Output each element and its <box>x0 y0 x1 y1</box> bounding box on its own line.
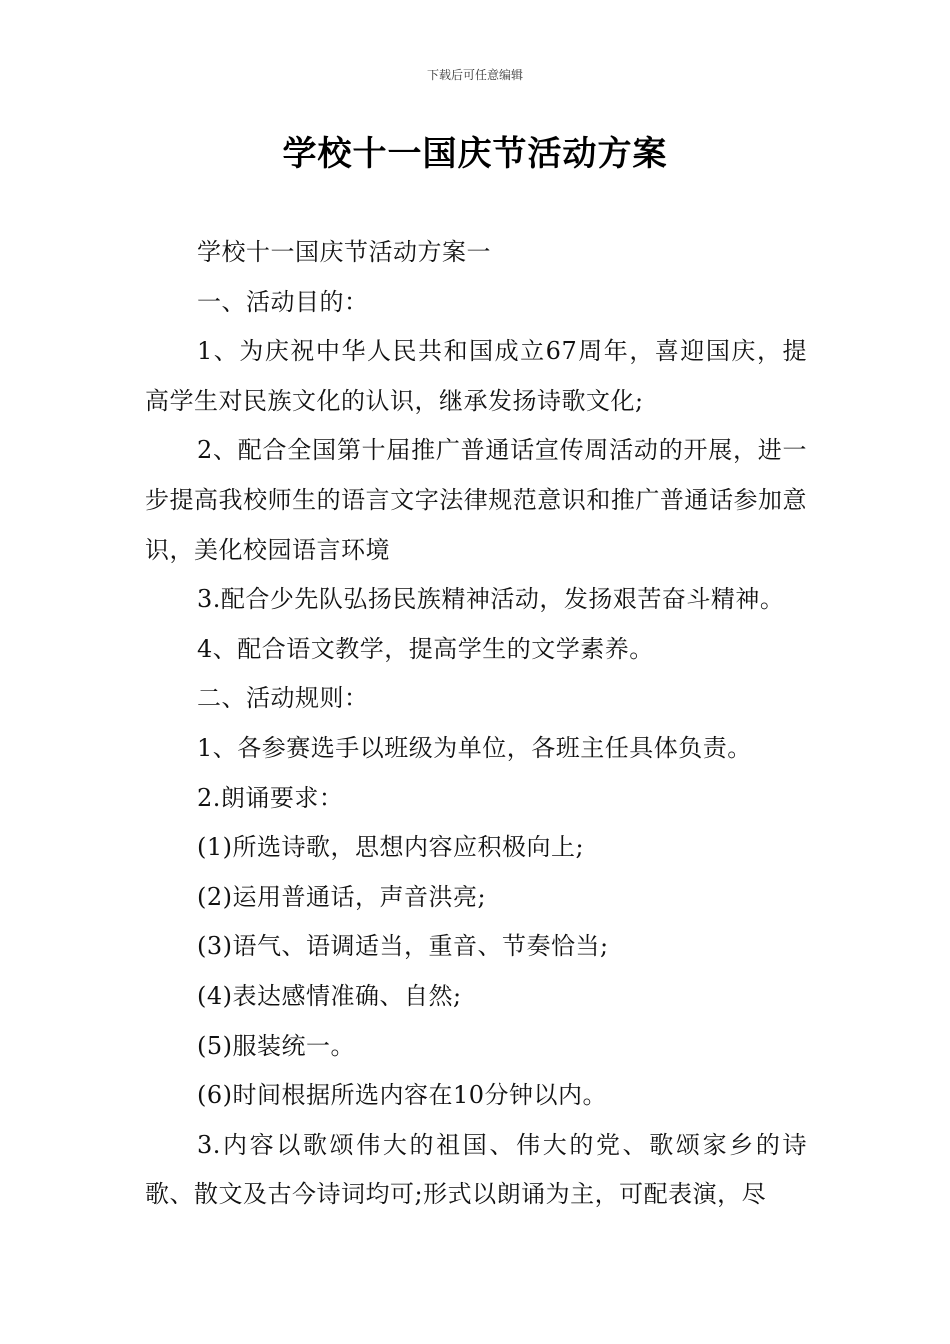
rules-item-1: 1、各参赛选手以班级为单位，各班主任具体负责。 <box>197 733 752 762</box>
requirement-item-3: (3)语气、语调适当，重音、节奏恰当; <box>197 932 609 961</box>
rules-item-3: 3.内容以歌颂伟大的祖国、伟大的党、歌颂家乡的诗歌、散文及古今诗词均可;形式以朗诵为主，可配表演，尽 <box>145 1130 807 1209</box>
document-body <box>145 228 807 1220</box>
purpose-item-2: 2、配合全国第十届推广普通话宣传周活动的开展，进一步提高我校师生的语言文字法律规范意识和推广普通话参加意识，美化校园语言环境 <box>145 436 807 564</box>
requirement-item-1: (1)所选诗歌，思想内容应积极向上; <box>197 833 585 862</box>
requirement-item-2: (2)运用普通话，声音洪亮; <box>197 882 487 911</box>
purpose-item-3: 3.配合少先队弘扬民族精神活动，发扬艰苦奋斗精神。 <box>197 585 785 614</box>
purpose-item-1: 1、为庆祝中华人民共和国成立67周年，喜迎国庆，提高学生对民族文化的认识，继承发扬诗歌文化; <box>145 337 807 415</box>
purpose-item-4: 4、配合语文教学，提高学生的文学素养。 <box>197 634 654 663</box>
section-heading-purpose: 一、活动目的： <box>197 287 369 316</box>
header-note: 下载后可任意编辑 <box>426 68 523 82</box>
requirement-item-5: (5)服装统一。 <box>197 1031 355 1060</box>
requirement-item-4: (4)表达感情准确、自然; <box>197 981 462 1010</box>
section-heading-rules: 二、活动规则： <box>197 684 369 713</box>
paragraph-subtitle: 学校十一国庆节活动方案一 <box>197 238 491 266</box>
document-title: 学校十一国庆节活动方案 <box>282 134 668 174</box>
rules-item-2: 2.朗诵要求： <box>197 783 344 812</box>
requirement-item-6: (6)时间根据所选内容在10分钟以内。 <box>197 1081 608 1110</box>
